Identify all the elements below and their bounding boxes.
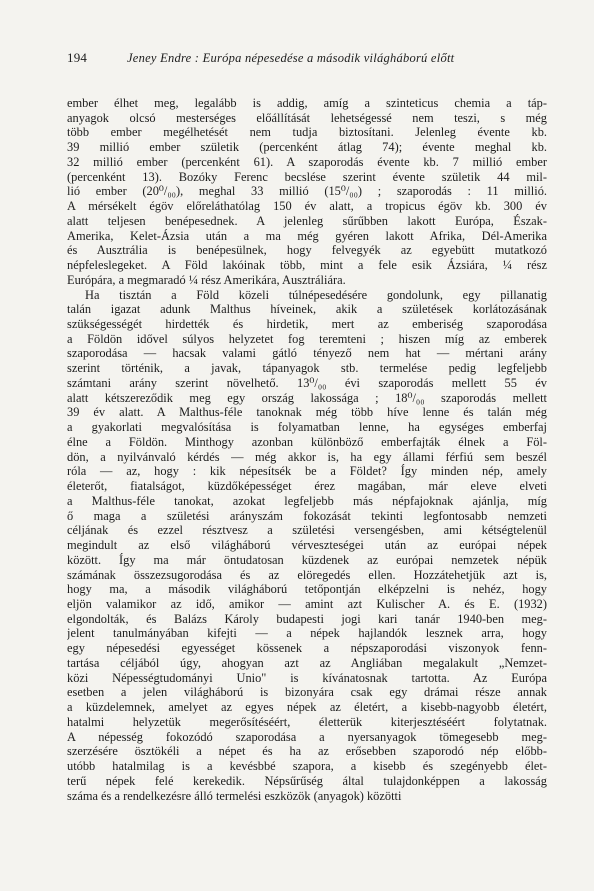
text-line: egy népesedési egyességet kössenek a népszaporodási viszonyok fenn- bbox=[67, 641, 547, 656]
text-line: alatt kétszereződik meg egy ország lakossága ; 18⁰/₀₀ szaporodás mellett bbox=[67, 390, 547, 405]
text-line: 39 év alatt. A Malthus-féle tanoknak még több híve lenne és talán még bbox=[67, 405, 547, 420]
text-line: alatt teljesen benépesednek. A jelenleg sűrűbben lakott Európa, Észak- bbox=[67, 213, 547, 228]
text-line: számtani arány szerint növelhető. 13⁰/₀₀ évi szaporodás mellett 55 év bbox=[67, 375, 547, 390]
text-line: Amerika, Kelet-Ázsia után a ma még gyéren lakott Afrika, Dél-Amerika bbox=[67, 228, 547, 243]
text-line: hatalmi helyzetük megerősítéséért, életterük kiterjesztéséért folytatnak. bbox=[67, 714, 547, 729]
text-line: talán igazat adunk Malthus híveinek, akik a születések korlátozásának bbox=[67, 302, 547, 317]
text-line: dön, a nyilvánvaló kérdés — még akkor is, ha egy állami férfiú sem beszél bbox=[67, 449, 547, 464]
running-head: Jeney Endre : Európa népesedése a második világháború előtt bbox=[127, 50, 455, 65]
text-line: terű népek felé kerekedik. Népsűrűség által tulajdonképpen a lakosság bbox=[67, 773, 547, 788]
text-line: közi Népességtudományi Unio" is kívánatosnak tartotta. Az Európa bbox=[67, 670, 547, 685]
body-text bbox=[67, 96, 547, 803]
text-line: Európára, a megmaradó ¼ rész Amerikára, Ausztráliára. bbox=[67, 272, 346, 287]
text-line: hogy ma, a második világháború tetőpontján elképzelni is nehéz, hogy bbox=[67, 582, 547, 597]
text-line: szerzésére ösztökéli a népet és ha az erősebben szaporodó nép előbb- bbox=[67, 744, 547, 759]
page-number: 194 bbox=[67, 50, 88, 65]
text-line: a Malthus-féle tanokat, azokat legfeljebb más népfajoknak ajánlja, míg bbox=[67, 493, 547, 508]
text-line: 39 millió ember születik (percenként átlag 74); évente meghal kb. bbox=[67, 140, 547, 155]
text-line: eljön valamikor az idő, amikor — amint azt Kulischer A. és E. (1932) bbox=[67, 596, 547, 611]
text-line: esetben a jelen világháború is bizonyára csak egy drámai része annak bbox=[67, 685, 547, 700]
text-line: több ember megélhetését nem tudja biztosítani. Jelenleg évente kb. bbox=[67, 125, 547, 140]
text-line: számának összezsugorodása és az elöregedés ellen. Hozzátehetjük azt is, bbox=[67, 567, 547, 582]
text-line: róla — az, hogy : kik népesítsék be a Földet? Így minden nép, amely bbox=[67, 464, 547, 479]
text-line: utóbb hatalmilag is a kevésbbé szapora, a kisebb és szegényebb élet- bbox=[67, 759, 547, 774]
text-line: A mérsékelt égöv előreláthatólag 150 év alatt, a tropicus égöv kb. 300 év bbox=[67, 199, 547, 214]
text-line: a gyakorlati megvalósítása is folyamatban lenne, ha egységes emberfaj bbox=[67, 420, 547, 435]
text-line: élne a Földön. Minthogy azonban különböző emberfajták élnek a Föl- bbox=[67, 434, 547, 449]
text-line: (percenként 13). Bozóky Ferenc becslése szerint évente születik 44 mil- bbox=[67, 169, 547, 184]
text-line: 32 millió ember (percenként 61). A szaporodás évente kb. 7 millió ember bbox=[67, 154, 547, 169]
text-line: életerőt, fiatalságot, küzdőképességet érez magában, már eleve elveti bbox=[67, 479, 547, 494]
text-line: megindult az első világháború vérveszteségei után az európai népek bbox=[67, 538, 547, 553]
text-line: a küzdelemnek, amelyet az egyes népek az életért, a kisebb-nagyobb életért, bbox=[67, 700, 547, 715]
text-line: anyagok olcsó mesterséges előállítását lehetségessé nem teszi, s még bbox=[67, 110, 547, 125]
text-line: céljának és ezzel résztvesz a születési versengésben, ami kétségtelenül bbox=[67, 523, 547, 538]
text-line: száma és a rendelkezésre álló termelési eszközök (anyagok) közötti bbox=[67, 788, 402, 803]
text-line: A népesség fokozódó szaporodása a nyersanyagok tömegesebb meg- bbox=[67, 729, 547, 744]
text-line: szerint történik, a javak, tápanyagok stb. termelése pedig legfeljebb bbox=[67, 361, 547, 376]
text-line: jelent tanulmányában kifejti — a népek hajlandók lesznek arra, hogy bbox=[67, 626, 547, 641]
text-line: lió ember (20⁰/₀₀), meghal 33 millió (15⁰/₀₀) ; szaporodás : 11 millió. bbox=[67, 184, 547, 199]
text-line: szaporodása — hacsak valami gátló tényező nem hat — mértani arány bbox=[67, 346, 547, 361]
text-line: szükségességét hirdették és hirdetik, mert az emberiség szaporodása bbox=[67, 317, 547, 332]
text-line: és Ausztrália is benépesülnek, hogy felvegyék az egyebütt mutatkozó bbox=[67, 243, 547, 258]
page-header bbox=[67, 48, 537, 68]
text-line: ő maga a születési arányszám fokozását tekinti legfontosabb nemzeti bbox=[67, 508, 547, 523]
text-line: elgondolták, és Balázs Károly budapesti jogi kari tanár 1940-ben meg- bbox=[67, 611, 547, 626]
text-line: a Földön idővel súlyos helyzetet fog teremteni ; hiszen míg az emberek bbox=[67, 331, 547, 346]
text-line: népfeleslegeket. A Föld lakóinak több, mint a fele esik Ázsiára, ¼ rész bbox=[67, 258, 547, 273]
text-line: Ha tisztán a Föld közeli túlnépesedésére gondolunk, egy pillanatig bbox=[85, 287, 547, 302]
text-line: tartása céljából úgy, ahogyan azt az Angliában megalakult „Nemzet- bbox=[67, 655, 547, 670]
text-line: között. Így ma már öntudatosan küzdenek az európai nemzetek népük bbox=[67, 552, 547, 567]
text-line: ember élhet meg, legalább is addig, amíg a szinteticus chemia a táp- bbox=[67, 96, 547, 110]
